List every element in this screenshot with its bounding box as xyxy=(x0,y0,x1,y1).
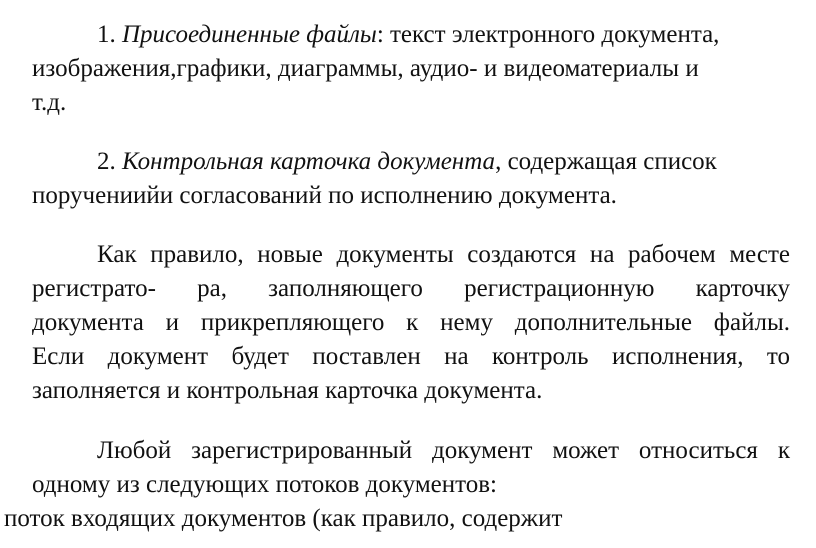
paragraph-2-term: Контрольная карточка документа xyxy=(122,148,496,175)
paragraph-2-line-2: поручениийи согласований по исполнению документа. xyxy=(32,182,617,209)
paragraph-1-line-3: т.д. xyxy=(32,89,67,116)
paragraph-1-line-1-rest: : текст электронного документа, xyxy=(376,21,720,48)
paragraph-2-number: 2. xyxy=(97,148,116,175)
paragraph-1-term: Присоединенные файлы xyxy=(122,21,377,48)
paragraph-1-line-2: изображения,графики, диаграммы, аудио- и видеоматериалы и xyxy=(32,55,699,82)
paragraph-1-line-1 xyxy=(97,20,755,50)
paragraph-4-line-3: поток входящих документов (как правило, содержит xyxy=(4,505,563,532)
paragraph-4-line-2: одному из следующих потоков документов: xyxy=(32,471,497,498)
paragraph-4-line-1: Любой зарегистрированный документ может относиться к xyxy=(97,437,790,464)
paragraph-3-line-1: Как правило, новые документы создаются на рабочем месте xyxy=(97,241,790,268)
paragraph-3-line-4: Если документ будет поставлен на контроль исполнения, то xyxy=(32,343,790,370)
paragraph-3-line-5: заполняется и контрольная карточка документа. xyxy=(32,377,543,404)
paragraph-1-number: 1. xyxy=(97,21,116,48)
paragraph-2-line-1 xyxy=(97,147,717,177)
paragraph-2-line-1-rest: , содержащая список xyxy=(495,148,717,175)
paragraph-3-line-2: регистрато- ра, заполняющего регистрационную карточку xyxy=(32,275,790,302)
paragraph-3-line-3: документа и прикрепляющего к нему дополнительные файлы. xyxy=(32,309,790,336)
